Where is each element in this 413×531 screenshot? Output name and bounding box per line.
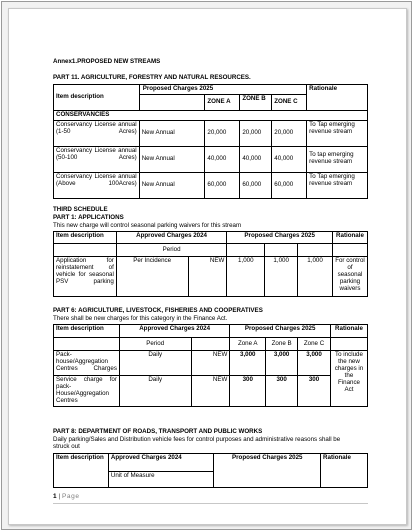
table-row xyxy=(54,120,368,146)
period-cell: Daily xyxy=(119,351,191,376)
table-row xyxy=(54,146,368,172)
table-row xyxy=(54,351,368,376)
period-label: Period xyxy=(119,338,191,351)
status-cell: NEW xyxy=(191,376,230,407)
header-zone-b: Zone B xyxy=(266,338,298,351)
zone-2-value: 1,000 xyxy=(265,257,298,297)
part11-table xyxy=(53,84,368,199)
part6-heading: PART 6: AGRICULTURE, LIVESTOCK, FISHERIES AND COOPERATIVES xyxy=(53,307,263,314)
item-cell: Service charge for pack-House/Aggregation Centres xyxy=(54,376,120,407)
part1-intro: This new charge will control seasonal parking waivers for this stream xyxy=(53,222,242,229)
zone-b-value: 40,000 xyxy=(240,146,272,172)
rationale-cell: For control of seasonal parking waivers xyxy=(332,257,367,297)
header-approved-charges: Approved Charges 2024 xyxy=(116,232,227,244)
subsection-conservancies: CONSERVANCIES xyxy=(54,110,368,120)
blank-cell xyxy=(265,244,298,257)
header-zone-a: Zone A xyxy=(230,338,266,351)
page-word: Page xyxy=(61,493,80,500)
zone-a-value: 60,000 xyxy=(205,172,240,198)
table-row xyxy=(54,172,368,198)
item-cell: Conservancy License annual (Above 100Acres) xyxy=(54,172,140,198)
zone-a-value: 300 xyxy=(230,376,266,407)
footer-separator: | xyxy=(58,493,61,500)
item-cell: Conservancy License annual (50-100 Acres) xyxy=(54,146,140,172)
part6-intro: There shall be new charges for this category in the Finance Act. xyxy=(53,315,228,322)
zone-a-value: 3,000 xyxy=(230,351,266,376)
annex-title: Annex1.PROPOSED NEW STREAMS xyxy=(53,58,161,65)
rationale-cell: To tap emerging revenue stream xyxy=(307,146,368,172)
header-rationale: Rationale xyxy=(321,454,368,488)
zone-b-value: 60,000 xyxy=(240,172,272,198)
status-cell: New Annual xyxy=(139,146,205,172)
item-cell: Conservancy License annual (1-50 Acres) xyxy=(54,120,140,146)
part8-heading: PART 8: DEPARTMENT OF ROADS, TRANSPORT AND PUBLIC WORKS xyxy=(53,428,263,435)
blank-cell xyxy=(54,244,117,257)
header-zone-b: ZONE B xyxy=(240,94,272,110)
period-cell: Per Incidence xyxy=(116,257,188,297)
zone-3-value: 1,000 xyxy=(298,257,333,297)
zone-c-value: 20,000 xyxy=(272,120,307,146)
document-page xyxy=(8,8,407,525)
header-approved-charges: Approved Charges 2024 xyxy=(108,454,214,472)
item-cell: Pack-house/Aggregation Centres Charges xyxy=(54,351,120,376)
applications-table xyxy=(53,231,368,297)
status-cell: NEW xyxy=(191,351,230,376)
table-row xyxy=(54,257,368,297)
page-footer xyxy=(53,493,80,500)
header-proposed-charges: Proposed Charges 2025 xyxy=(227,232,333,244)
item-cell: Application for reinstatement of vehicle for seasonal PSV parking xyxy=(54,257,117,297)
zone-b-value: 20,000 xyxy=(240,120,272,146)
blank-cell xyxy=(227,244,265,257)
header-zone-c: Zone C xyxy=(298,338,331,351)
header-item-description: Item description xyxy=(54,454,109,488)
status-cell: New Annual xyxy=(139,172,205,198)
rationale-cell: To Tap emerging revenue stream xyxy=(307,120,368,146)
header-rationale: Rationale xyxy=(307,85,368,111)
zone-1-value: 1,000 xyxy=(227,257,265,297)
zone-c-value: 3,000 xyxy=(298,351,331,376)
header-item-description: Item description xyxy=(54,85,140,111)
zone-c-value: 60,000 xyxy=(272,172,307,198)
period-label: Period xyxy=(116,244,227,257)
zone-c-value: 40,000 xyxy=(272,146,307,172)
header-proposed-charges: Proposed Charges 2025 xyxy=(139,85,306,95)
header-approved-charges: Approved Charges 2024 xyxy=(119,325,229,338)
blank-cell xyxy=(191,338,230,351)
header-zone-c: ZONE C xyxy=(272,94,307,110)
part8-table xyxy=(53,453,368,488)
rationale-cell: To Tap emerging revenue stream xyxy=(307,172,368,198)
table-row xyxy=(54,376,368,407)
blank-cell xyxy=(54,338,120,351)
part6-table xyxy=(53,324,368,407)
footer-rule xyxy=(53,503,368,504)
header-item-description: Item description xyxy=(54,232,117,244)
unit-of-measure-label: Unit of Measure xyxy=(108,472,214,488)
part11-heading: PART 11. AGRICULTURE, FORESTRY AND NATURAL RESOURCES. xyxy=(53,74,251,81)
zone-b-value: 3,000 xyxy=(266,351,298,376)
part8-intro: Daily parking/Sales and Distribution vehicle fees for control purposes and administrative reasons shall be struck out xyxy=(53,436,341,450)
blank-cell xyxy=(139,94,205,110)
page-number: 1 xyxy=(53,493,57,500)
blank-cell xyxy=(332,244,367,257)
period-cell: Daily xyxy=(119,376,191,407)
zone-a-value: 40,000 xyxy=(205,146,240,172)
status-cell: NEW xyxy=(188,257,227,297)
zone-a-value: 20,000 xyxy=(205,120,240,146)
document-viewer-frame xyxy=(1,1,412,530)
third-schedule-heading: THIRD SCHEDULE xyxy=(53,206,108,213)
part1-heading: PART 1: APPLICATIONS xyxy=(53,214,124,221)
blank-cell xyxy=(330,338,367,351)
rationale-cell: To include the new charges in the Finance Act xyxy=(330,351,367,407)
zone-c-value: 300 xyxy=(298,376,331,407)
zone-b-value: 300 xyxy=(266,376,298,407)
header-proposed-charges: Proposed Charges 2025 xyxy=(214,454,321,488)
header-item-description: Item description xyxy=(54,325,120,338)
header-zone-a: ZONE A xyxy=(205,94,240,110)
blank-cell xyxy=(298,244,333,257)
header-rationale: Rationale xyxy=(332,232,367,244)
header-rationale: Rationale xyxy=(330,325,367,338)
status-cell: New Annual xyxy=(139,120,205,146)
header-proposed-charges: Proposed Charges 2025 xyxy=(230,325,331,338)
